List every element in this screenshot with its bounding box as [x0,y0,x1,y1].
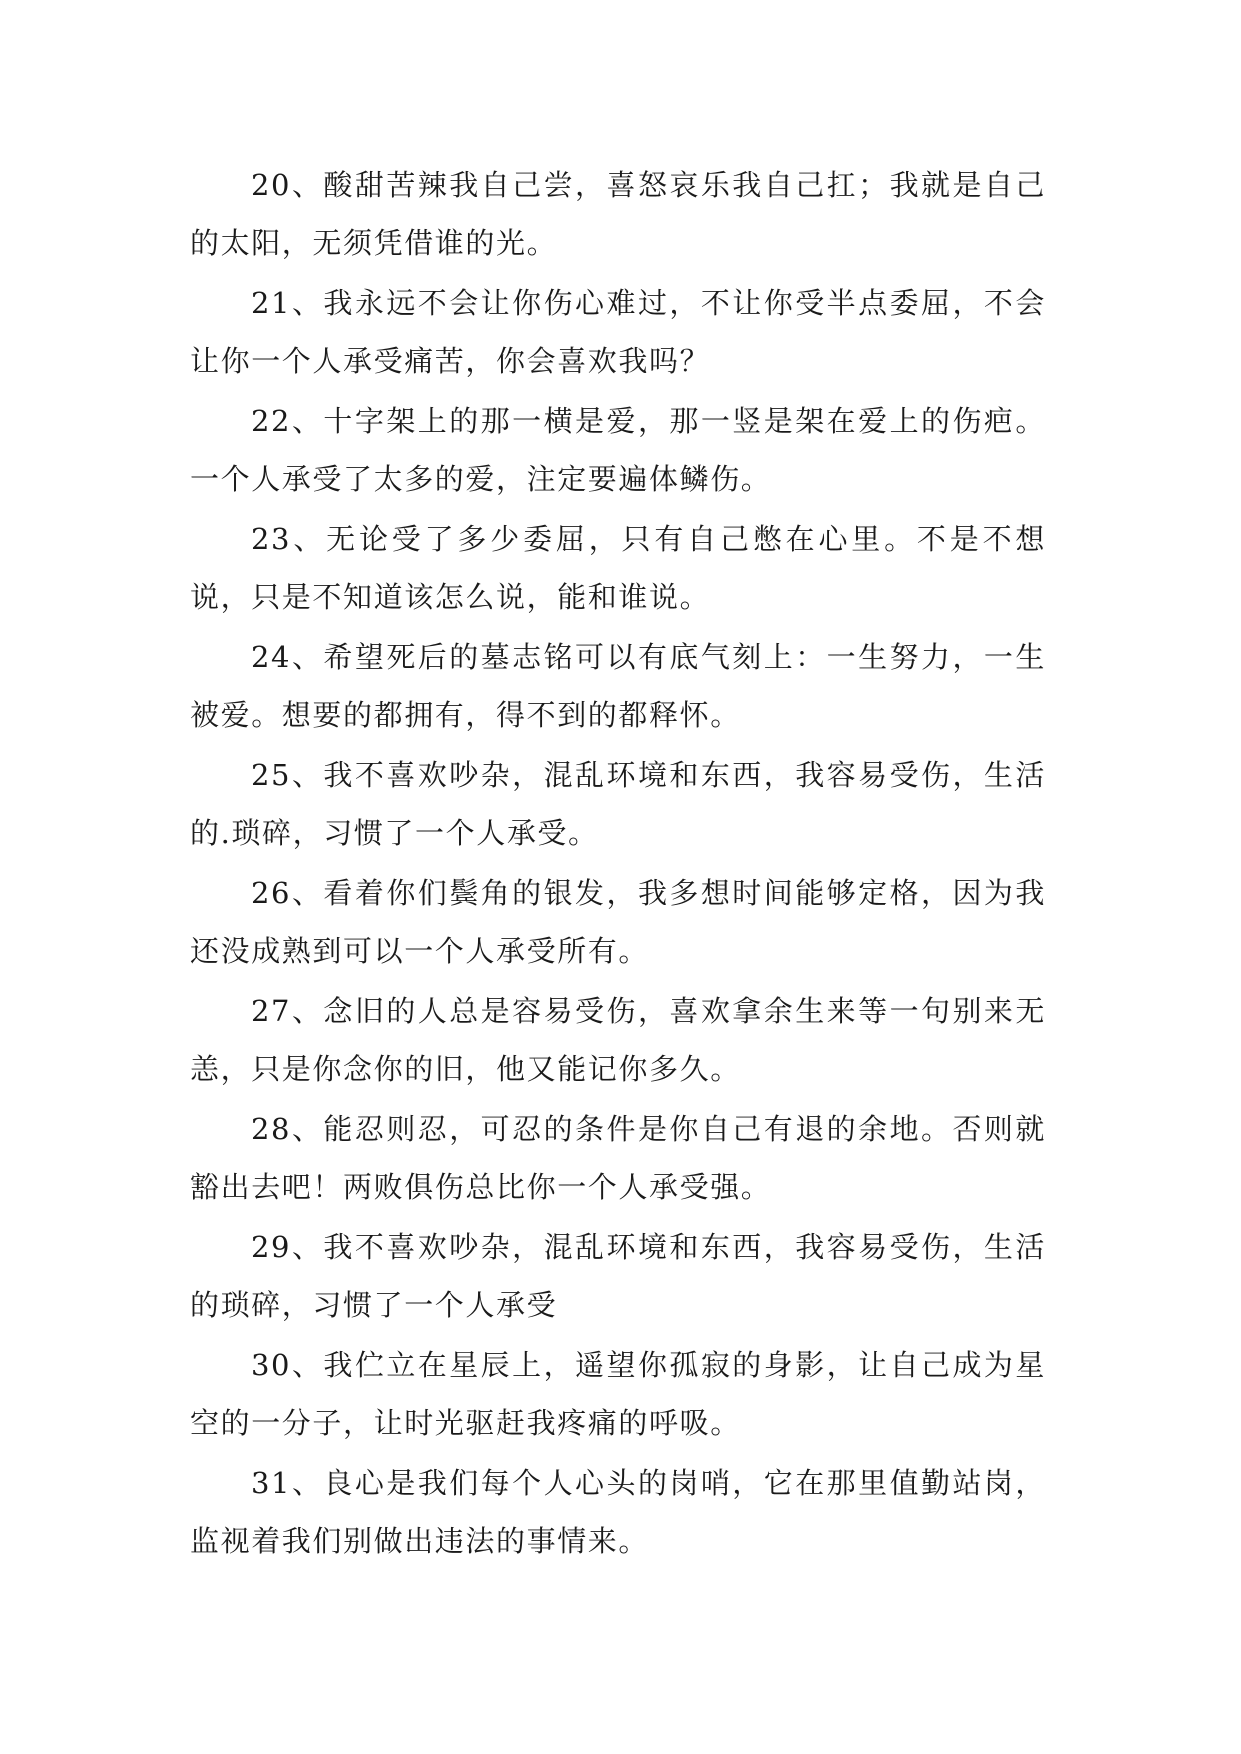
paragraph-26: 26、看着你们鬓角的银发，我多想时间能够定格，因为我还没成熟到可以一个人承受所有。 [190,876,1046,968]
paragraph-22: 22、十字架上的那一横是爱，那一竖是架在爱上的伤疤。一个人承受了太多的爱，注定要遍体鳞伤。 [190,404,1046,496]
paragraph-27: 27、念旧的人总是容易受伤，喜欢拿余生来等一句别来无恙，只是你念你的旧，他又能记你多久。 [190,994,1046,1086]
paragraph-23: 23、无论受了多少委屈，只有自己憋在心里。不是不想说，只是不知道该怎么说，能和谁说。 [190,522,1046,614]
paragraph-31: 31、良心是我们每个人心头的岗哨，它在那里值勤站岗，监视着我们别做出违法的事情来。 [190,1466,1046,1558]
paragraph-21: 21、我永远不会让你伤心难过，不让你受半点委屈，不会让你一个人承受痛苦，你会喜欢我吗？ [190,286,1046,378]
paragraph-20: 20、酸甜苦辣我自己尝，喜怒哀乐我自己扛；我就是自己的太阳，无须凭借谁的光。 [190,168,1046,260]
paragraph-28: 28、能忍则忍，可忍的条件是你自己有退的余地。否则就豁出去吧！两败俱伤总比你一个人承受强。 [190,1112,1046,1204]
document-body [190,156,1046,1572]
paragraph-30: 30、我伫立在星辰上，遥望你孤寂的身影，让自己成为星空的一分子，让时光驱赶我疼痛的呼吸。 [190,1348,1046,1440]
paragraph-29: 29、我不喜欢吵杂，混乱环境和东西，我容易受伤，生活的琐碎，习惯了一个人承受 [190,1230,1046,1322]
paragraph-25: 25、我不喜欢吵杂，混乱环境和东西，我容易受伤，生活的.琐碎，习惯了一个人承受。 [190,758,1046,850]
paragraph-24: 24、希望死后的墓志铭可以有底气刻上：一生努力，一生被爱。想要的都拥有，得不到的都释怀。 [190,640,1046,732]
